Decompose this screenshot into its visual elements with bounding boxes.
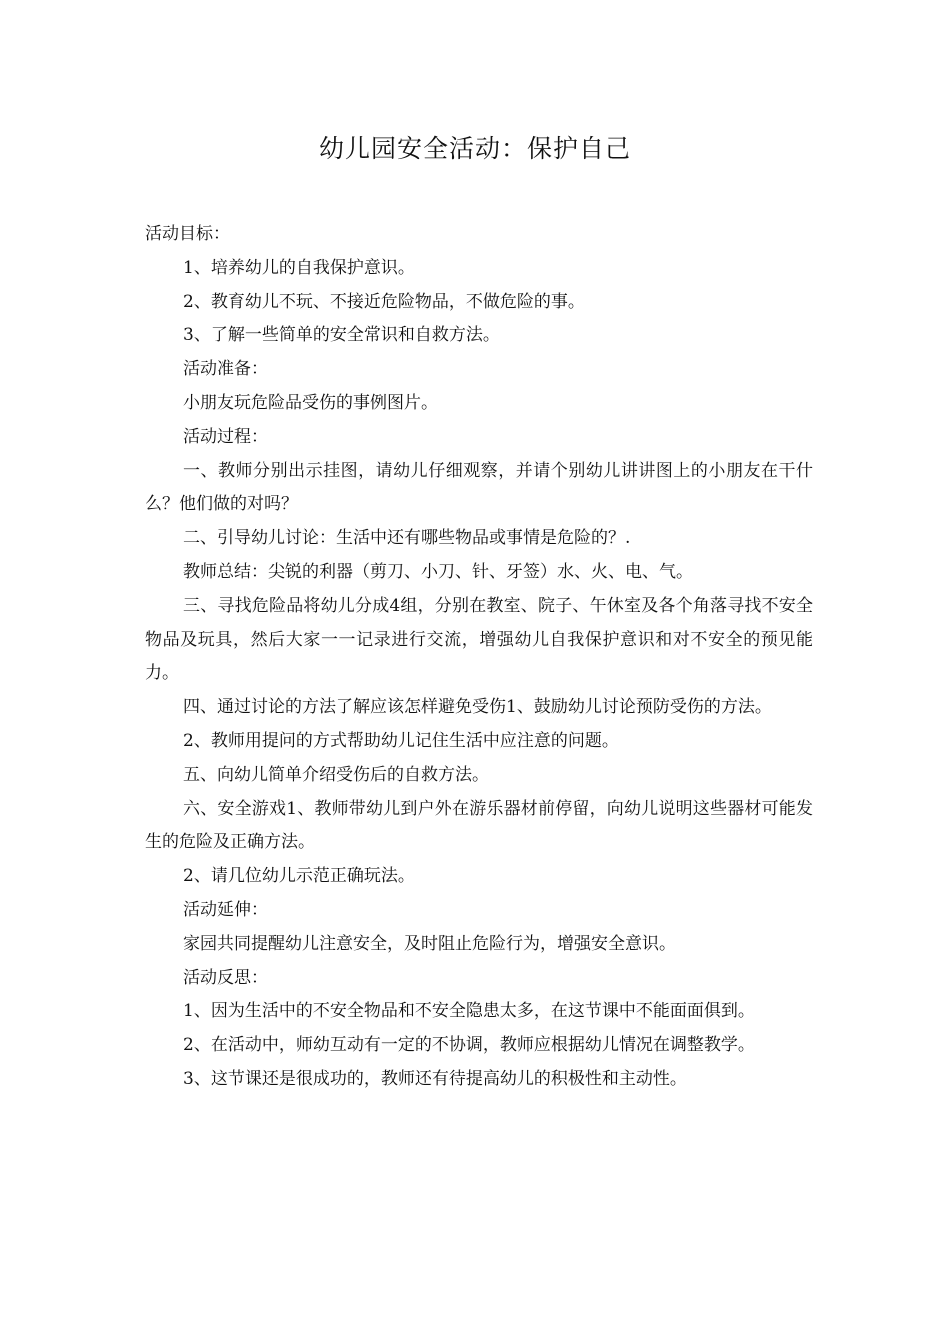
paragraph: 2、请几位幼儿示范正确玩法。	[183, 866, 415, 887]
paragraph: 1、因为生活中的不安全物品和不安全隐患太多，在这节课中不能面面俱到。	[183, 1001, 755, 1022]
paragraph: 教师总结：尖锐的利器（剪刀、小刀、针、牙签）水、火、电、气。	[183, 561, 693, 582]
paragraph: 2、教育幼儿不玩、不接近危险物品，不做危险的事。	[183, 291, 585, 312]
paragraph: 五、向幼儿简单介绍受伤后的自救方法。	[183, 764, 489, 785]
paragraph: 六、安全游戏1、教师带幼儿到户外在游乐器材前停留，向幼儿说明这些器材可能发生的危险及正确方法。	[145, 798, 813, 853]
paragraph: 二、引导幼儿讨论：生活中还有哪些物品或事情是危险的？.	[183, 528, 631, 549]
paragraph: 3、了解一些简单的安全常识和自救方法。	[183, 325, 500, 346]
paragraph: 活动过程：	[183, 426, 268, 447]
paragraph: 小朋友玩危险品受伤的事例图片。	[183, 392, 438, 413]
paragraph: 2、在活动中，师幼互动有一定的不协调，教师应根据幼儿情况在调整教学。	[183, 1035, 755, 1056]
paragraph: 1、培养幼儿的自我保护意识。	[183, 257, 415, 278]
paragraph: 2、教师用提问的方式帮助幼儿记住生活中应注意的问题。	[183, 730, 619, 751]
paragraph: 一、教师分别出示挂图，请幼儿仔细观察，并请个别幼儿讲讲图上的小朋友在干什么？他们做的对吗？	[145, 460, 813, 515]
paragraph: 四、通过讨论的方法了解应该怎样避免受伤1、鼓励幼儿讨论预防受伤的方法。	[183, 697, 772, 718]
paragraph: 活动延伸：	[183, 899, 268, 920]
paragraph: 活动目标：	[145, 224, 230, 244]
paragraph: 三、寻找危险品将幼儿分成4组，分别在教室、院子、午休室及各个角落寻找不安全物品及玩具，然后大家一一记录进行交流，增强幼儿自我保护意识和对不安全的预见能力。	[145, 595, 813, 684]
document-body	[145, 218, 813, 1097]
paragraph: 3、这节课还是很成功的，教师还有待提高幼儿的积极性和主动性。	[183, 1068, 687, 1089]
paragraph: 家园共同提醒幼儿注意安全，及时阻止危险行为，增强安全意识。	[183, 933, 676, 954]
document-title: 幼儿园安全活动：保护自己	[318, 134, 631, 163]
paragraph: 活动反思：	[183, 967, 268, 988]
paragraph: 活动准备：	[183, 359, 268, 380]
